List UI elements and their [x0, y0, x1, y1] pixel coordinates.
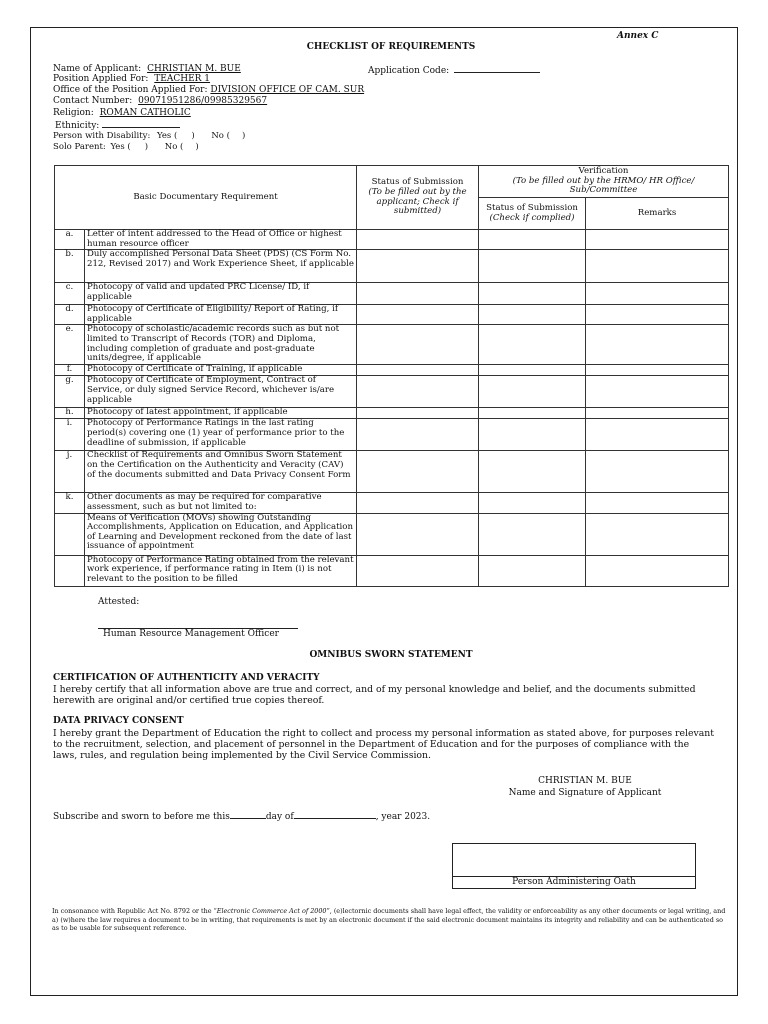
oath-signature-box[interactable] [452, 843, 696, 889]
row-status-cell[interactable] [357, 513, 479, 555]
table-row [55, 365, 729, 376]
row-remarks-cell[interactable] [586, 325, 729, 365]
row-letter: a. [55, 230, 85, 250]
disability-yes-option[interactable]: Yes ( ) [157, 131, 195, 141]
row-letter [55, 513, 85, 555]
header-remarks: Remarks [586, 198, 729, 230]
ethnicity-label: Ethnicity: [55, 121, 100, 131]
row-verification-cell[interactable] [479, 408, 586, 419]
row-remarks-cell[interactable] [586, 513, 729, 555]
row-status-cell[interactable] [357, 305, 479, 325]
position-label: Position Applied For: [53, 74, 149, 84]
table-row [55, 376, 729, 408]
applicant-name-value: CHRISTIAN M. BUE [147, 64, 241, 74]
row-verification-cell[interactable] [479, 513, 586, 555]
religion-value: ROMAN CATHOLIC [99, 108, 191, 118]
row-requirement-text: Letter of intent addressed to the Head of Office or highest human resource officer [85, 230, 357, 250]
row-letter: h. [55, 408, 85, 419]
table-row [55, 305, 729, 325]
oath-label: Person Administering Oath [453, 876, 695, 888]
table-row [55, 555, 729, 586]
row-status-cell[interactable] [357, 408, 479, 419]
applicant-name-label: Name of Applicant: [53, 64, 142, 74]
row-remarks-cell[interactable] [586, 365, 729, 376]
row-status-cell[interactable] [357, 419, 479, 451]
table-row [55, 283, 729, 305]
religion-label: Religion: [53, 108, 94, 118]
table-row [55, 325, 729, 365]
application-code-field[interactable] [454, 64, 540, 73]
attested-label: Attested: [98, 597, 140, 607]
sworn-day-label: day of [265, 812, 294, 822]
office-row [53, 85, 364, 96]
contact-value: 09071951286/09985329567 [138, 96, 268, 106]
sworn-month-field[interactable] [294, 810, 376, 819]
cav-heading: CERTIFICATION OF AUTHENTICITY AND VERACITY [53, 673, 320, 683]
row-letter: b. [55, 250, 85, 283]
row-remarks-cell[interactable] [586, 305, 729, 325]
row-verification-cell[interactable] [479, 283, 586, 305]
row-requirement-text: Photocopy of Performance Rating obtained from the relevant work experience, if performance rating in Item (i) is not relevant to the position to be filled [85, 555, 357, 586]
solo-parent-yes-option[interactable]: Yes ( ) [110, 142, 149, 152]
row-letter: g. [55, 376, 85, 408]
row-remarks-cell[interactable] [586, 493, 729, 513]
row-requirement-text: Photocopy of Certificate of Training, if applicable [85, 365, 357, 376]
row-letter [55, 555, 85, 586]
cav-text: I hereby certify that all information above are true and correct, and of my personal knowledge and belief, and the documents submitted herewith are original and/or certified true copies thereof. [53, 684, 696, 707]
disability-label: Person with Disability: [53, 131, 151, 141]
row-status-cell[interactable] [357, 451, 479, 493]
omnibus-title: OMNIBUS SWORN STATEMENT [309, 650, 473, 660]
row-remarks-cell[interactable] [586, 555, 729, 586]
table-row [55, 230, 729, 250]
row-verification-cell[interactable] [479, 493, 586, 513]
row-letter: k. [55, 493, 85, 513]
table-row [55, 419, 729, 451]
row-verification-cell[interactable] [479, 305, 586, 325]
position-row [53, 74, 210, 85]
table-row [55, 493, 729, 513]
row-verification-cell[interactable] [479, 230, 586, 250]
sworn-day-field[interactable] [230, 810, 266, 819]
row-remarks-cell[interactable] [586, 250, 729, 283]
contact-row [53, 96, 267, 107]
sworn-suffix: , year 2023. [375, 812, 431, 822]
row-letter: c. [55, 283, 85, 305]
row-letter: e. [55, 325, 85, 365]
row-status-cell[interactable] [357, 365, 479, 376]
row-remarks-cell[interactable] [586, 283, 729, 305]
row-verification-cell[interactable] [479, 325, 586, 365]
office-value: DIVISION OFFICE OF CAM. SUR [210, 85, 365, 95]
religion-row [53, 108, 191, 119]
row-verification-cell[interactable] [479, 451, 586, 493]
row-requirement-text: Means of Verification (MOVs) showing Outstanding Accomplishments, Application on Education, and Application of Learning and Development reckoned from the date of last issuance of appointment [85, 513, 357, 555]
contact-label: Contact Number: [53, 96, 133, 106]
row-verification-cell[interactable] [479, 419, 586, 451]
table-row [55, 250, 729, 283]
solo-parent-row [53, 142, 199, 152]
table-row [55, 451, 729, 493]
row-requirement-text: Photocopy of Certificate of Employment, Contract of Service, or duly signed Service Record, whichever is/are applicable [85, 376, 357, 408]
row-verification-cell[interactable] [479, 555, 586, 586]
page-title: CHECKLIST OF REQUIREMENTS [306, 42, 476, 52]
row-verification-cell[interactable] [479, 376, 586, 408]
ethnicity-field[interactable] [102, 119, 180, 128]
row-remarks-cell[interactable] [586, 419, 729, 451]
row-status-cell[interactable] [357, 325, 479, 365]
dpc-heading: DATA PRIVACY CONSENT [53, 716, 184, 726]
row-requirement-text: Photocopy of Performance Ratings in the last rating period(s) covering one (1) year of performance prior to the deadline of submission, if applicable [85, 419, 357, 451]
row-letter: f. [55, 365, 85, 376]
disability-row [53, 131, 245, 141]
row-letter: i. [55, 419, 85, 451]
row-remarks-cell[interactable] [586, 230, 729, 250]
row-requirement-text: Photocopy of latest appointment, if applicable [85, 408, 357, 419]
row-requirement-text: Duly accomplished Personal Data Sheet (PDS) (CS Form No. 212, Revised 2017) and Work Experience Sheet, if applicable [85, 250, 357, 283]
dpc-text: I hereby grant the Department of Education the right to collect and process my personal information as stated above, for purposes relevant to the recruitment, selection, and placement of personnel in the Department of Education and for the purposes of compliance with the laws, rules, and regulation being implemented by the Civil Service Commission. [53, 728, 714, 762]
header-verification: Verification (To be filled out by the HRMO/ HR Office/ Sub/Committee [479, 166, 729, 198]
solo-parent-no-option[interactable]: No ( ) [164, 142, 199, 152]
sworn-prefix: Subscribe and sworn to before me this [53, 812, 230, 822]
row-status-cell[interactable] [357, 493, 479, 513]
row-status-cell[interactable] [357, 555, 479, 586]
application-code-row [368, 64, 540, 77]
row-remarks-cell[interactable] [586, 408, 729, 419]
row-requirement-text: Photocopy of valid and updated PRC License/ ID, if applicable [85, 283, 357, 305]
row-status-cell[interactable] [357, 283, 479, 305]
annex-label: Annex C [617, 31, 659, 41]
row-letter: j. [55, 451, 85, 493]
row-status-cell[interactable] [357, 250, 479, 283]
row-remarks-cell[interactable] [586, 376, 729, 408]
row-remarks-cell[interactable] [586, 451, 729, 493]
row-requirement-text: Checklist of Requirements and Omnibus Sworn Statement on the Certification on the Authenticity and Veracity (CAV) of the documents submitted and Data Privacy Consent Form [85, 451, 357, 493]
row-status-cell[interactable] [357, 376, 479, 408]
sworn-line [53, 810, 430, 823]
office-label: Office of the Position Applied For: [53, 85, 208, 95]
position-value: TEACHER 1 [154, 74, 211, 84]
header-basic-requirement: Basic Documentary Requirement [55, 166, 357, 230]
hrmo-label: Human Resource Management Officer [103, 629, 279, 639]
table-row [55, 408, 729, 419]
signatory-name: CHRISTIAN M. BUE [538, 776, 632, 786]
solo-parent-label: Solo Parent: [53, 142, 106, 152]
row-letter: d. [55, 305, 85, 325]
row-verification-cell[interactable] [479, 365, 586, 376]
row-status-cell[interactable] [357, 230, 479, 250]
signatory-label: Name and Signature of Applicant [508, 788, 662, 798]
row-requirement-text: Other documents as may be required for comparative assessment, such as but not limited to: [85, 493, 357, 513]
application-code-label: Application Code: [368, 66, 450, 76]
row-verification-cell[interactable] [479, 250, 586, 283]
header-verification-status: Status of Submission (Check if complied) [479, 198, 586, 230]
table-row [55, 513, 729, 555]
disability-no-option[interactable]: No ( ) [211, 131, 246, 141]
requirements-table [54, 165, 729, 587]
row-requirement-text: Photocopy of Certificate of Eligibility/ Report of Rating, if applicable [85, 305, 357, 325]
row-requirement-text: Photocopy of scholastic/academic records such as but not limited to Transcript of Records (TOR) and Diploma, including completion of graduate and post-graduate units/degree, if applicable [85, 325, 357, 365]
header-status-of-submission: Status of Submission (To be filled out by the applicant; Check if submitted) [357, 166, 479, 230]
footer-note: In consonance with Republic Act No. 8792 or the “Electronic Commerce Act of 2000”, (e)lectornic documents shall have legal effect, the validity or enforceability as any other documents or legal writing, and a) (w)here the law requires a document to be in writing, that requirements is met by an electronic document if the said electronic document maintains its integrity and reliability and can be authenticated so as to be usable for subsequent reference. [52, 907, 726, 933]
